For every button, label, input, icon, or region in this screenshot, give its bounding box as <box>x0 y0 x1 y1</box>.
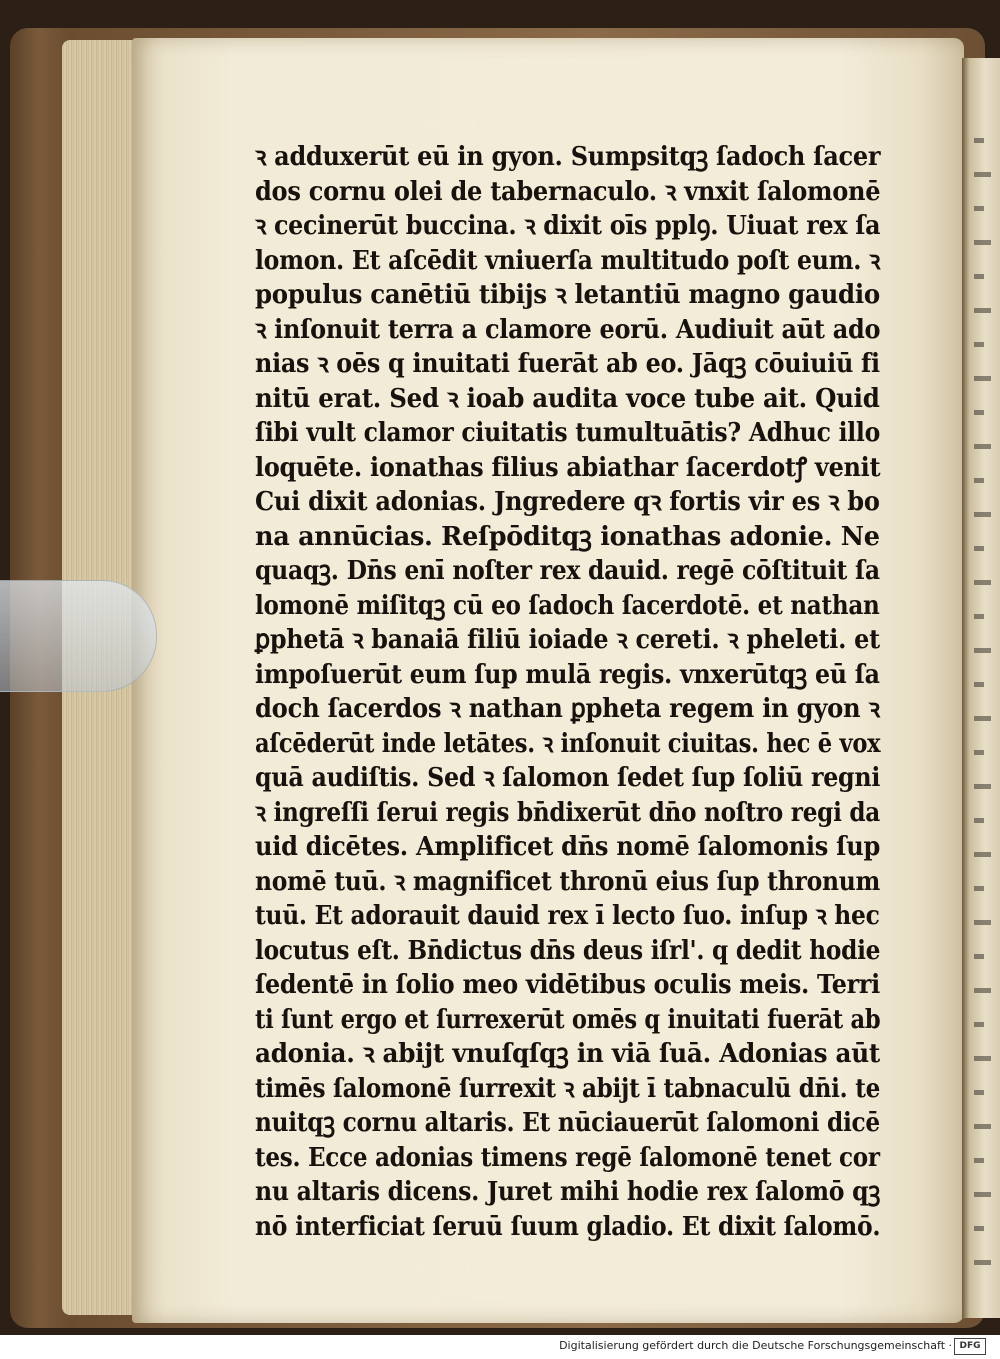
facing-page-text-stub <box>974 342 984 347</box>
facing-page-text-stub <box>974 478 984 483</box>
text-line: dos cornu olei de tabernaculo. ꝛ vnxit ſalomonē <box>255 176 881 207</box>
facing-page-text-stub <box>974 682 984 687</box>
facing-page-text-stub <box>974 172 991 177</box>
facing-page-text-stub <box>974 410 984 415</box>
text-line: nuitqꝫ cornu altaris. Et nūciauerūt ſalomoni dicē <box>255 1108 880 1138</box>
facing-page-text-stub <box>974 750 984 755</box>
facing-page-text-stub <box>974 1226 984 1231</box>
text-line: na annūcias. Reſpōditqꝫ ionathas adonie. Ne <box>255 521 880 552</box>
facing-page-text-stub <box>974 1192 991 1197</box>
text-line: lomonē miſitqꝫ cū eo ſadoch ſacerdotē. et nathan <box>255 590 880 621</box>
text-line: ſedentē in ſolio meo vidētibus oculis meis. Terri <box>255 970 880 1000</box>
facing-page-text-stub <box>974 920 991 925</box>
facing-page-text-stub <box>974 988 991 993</box>
text-line: ꝛ cecinerūt buccina. ꝛ dixit oīs pplꝯ. Uiuat rex ſa <box>255 211 881 241</box>
text-line: tes. Ecce adonias timens regē ſalomonē tenet cor <box>255 1142 880 1173</box>
text-line: timēs ſalomonē ſurrexit ꝛ abijt ī tabnaculū dn̄i. te <box>255 1073 881 1104</box>
text-line: ſibi vult clamor ciuitatis tumultuātis? Adhuc illo <box>255 418 880 448</box>
text-line: locutus eſt. Bn̄dictus dn̄s deus iſrl'. q dedit hodie <box>255 935 881 966</box>
facing-page-text-stub <box>974 1056 991 1061</box>
text-line: nu altaris dicens. Juret mihi hodie rex ſalomō qꝫ <box>255 1177 881 1207</box>
facing-page-text-stub <box>974 240 991 245</box>
text-line: aſcēderūt inde letātes. ꝛ inſonuit ciuitas. hec ē vox <box>255 728 881 759</box>
funding-credit: Digitalisierung gefördert durch die Deutsche Forschungsgemeinschaft · <box>559 1339 952 1352</box>
text-line: quaqꝫ. Dn̄s enī noſter rex dauid. regē cōſtituit ſa <box>255 556 880 586</box>
facing-page-text-stub <box>974 1090 984 1095</box>
facing-page-text-stub <box>974 1124 991 1129</box>
facing-page-text-stub <box>974 886 984 891</box>
facing-page-text-stub <box>974 376 991 381</box>
text-line: ꝑphetā ꝛ banaiā filiū ioiade ꝛ cereti. ꝛ pheleti. et <box>255 625 880 655</box>
facing-page-text-stub <box>974 580 991 585</box>
facing-page-text-stub <box>974 716 991 721</box>
facing-page-text-stub <box>974 206 984 211</box>
text-line: ꝛ adduxerūt eū in gyon. Sumpsitqꝫ ſadoch ſacer <box>255 142 881 172</box>
facing-page-text-stub <box>974 1022 984 1027</box>
facing-page-text-stub <box>974 512 991 517</box>
facing-page-text-stub <box>974 546 984 551</box>
facing-page-text-stub <box>974 614 984 619</box>
text-line: lomon. Et aſcēdit vniuerſa multitudo poſt eum. ꝛ <box>255 245 881 276</box>
facing-page-text-stub <box>974 852 991 857</box>
facing-page-text-stub <box>974 1260 991 1265</box>
dfg-logo: DFG <box>954 1338 986 1355</box>
facing-page-text-stub <box>974 308 991 313</box>
text-line: tuū. Et adorauit dauid rex ī lecto ſuo. inſup ꝛ hec <box>255 901 880 931</box>
facing-page-text-stub <box>974 444 991 449</box>
text-line: nō interficiat ſeruū ſuum gladio. Et dixit ſalomō. <box>255 1211 881 1242</box>
facing-page-text-stub <box>974 954 984 959</box>
facing-page-text-stub <box>974 274 984 279</box>
text-line: doch ſacerdos ꝛ nathan ꝑpheta regem in gyon ꝛ <box>255 694 880 724</box>
facing-page-text-stub <box>974 1158 984 1163</box>
text-line: nitū erat. Sed ꝛ ioab audita voce tube ait. Quid <box>255 383 880 414</box>
page-text <box>255 140 885 1244</box>
text-line: nias ꝛ oēs q inuitati fuerāt ab eo. Jāqꝫ cōuiuiū fi <box>255 349 880 379</box>
text-line: adonia. ꝛ abijt vnuſqſqꝫ in viā ſuā. Adonias aūt <box>255 1039 880 1069</box>
text-line: loquēte. ionathas filius abiathar ſacerdotꝭ venit <box>255 452 881 483</box>
facing-page-text-stub <box>974 138 984 143</box>
text-line: populus canētiū tibijs ꝛ letantiū magno gaudio <box>255 280 880 310</box>
text-line: impoſuerūt eum ſup mulā regis. vnxerūtqꝫ eū ſa <box>255 659 880 690</box>
facing-page-text-stub <box>974 818 984 823</box>
text-line: nomē tuū. ꝛ magnificet thronū eius ſup thronum <box>255 866 881 897</box>
facing-page-text-stub <box>974 648 991 653</box>
text-line: quā audiſtis. Sed ꝛ ſalomon ſedet ſup ſoliū regni <box>255 763 881 793</box>
text-line: uid dicētes. Amplificet dn̄s nomē ſalomonis ſup <box>255 832 881 862</box>
text-line: ꝛ inſonuit terra a clamore eorū. Audiuit aūt ado <box>255 314 881 345</box>
text-line: Cui dixit adonias. Jngredere qꝛ fortis vir es ꝛ bo <box>255 487 880 517</box>
facing-page-text-stub <box>974 784 991 789</box>
text-line: ti ſunt ergo et ſurrexerūt omēs q inuitati fuerāt ab <box>255 1004 881 1035</box>
footer <box>0 1335 1000 1359</box>
text-line: ꝛ ingreſſi ſerui regis bn̄dixerūt dn̄o noſtro regi da <box>255 797 881 828</box>
next-page-edge <box>962 58 1000 1318</box>
page-clip <box>0 580 157 692</box>
